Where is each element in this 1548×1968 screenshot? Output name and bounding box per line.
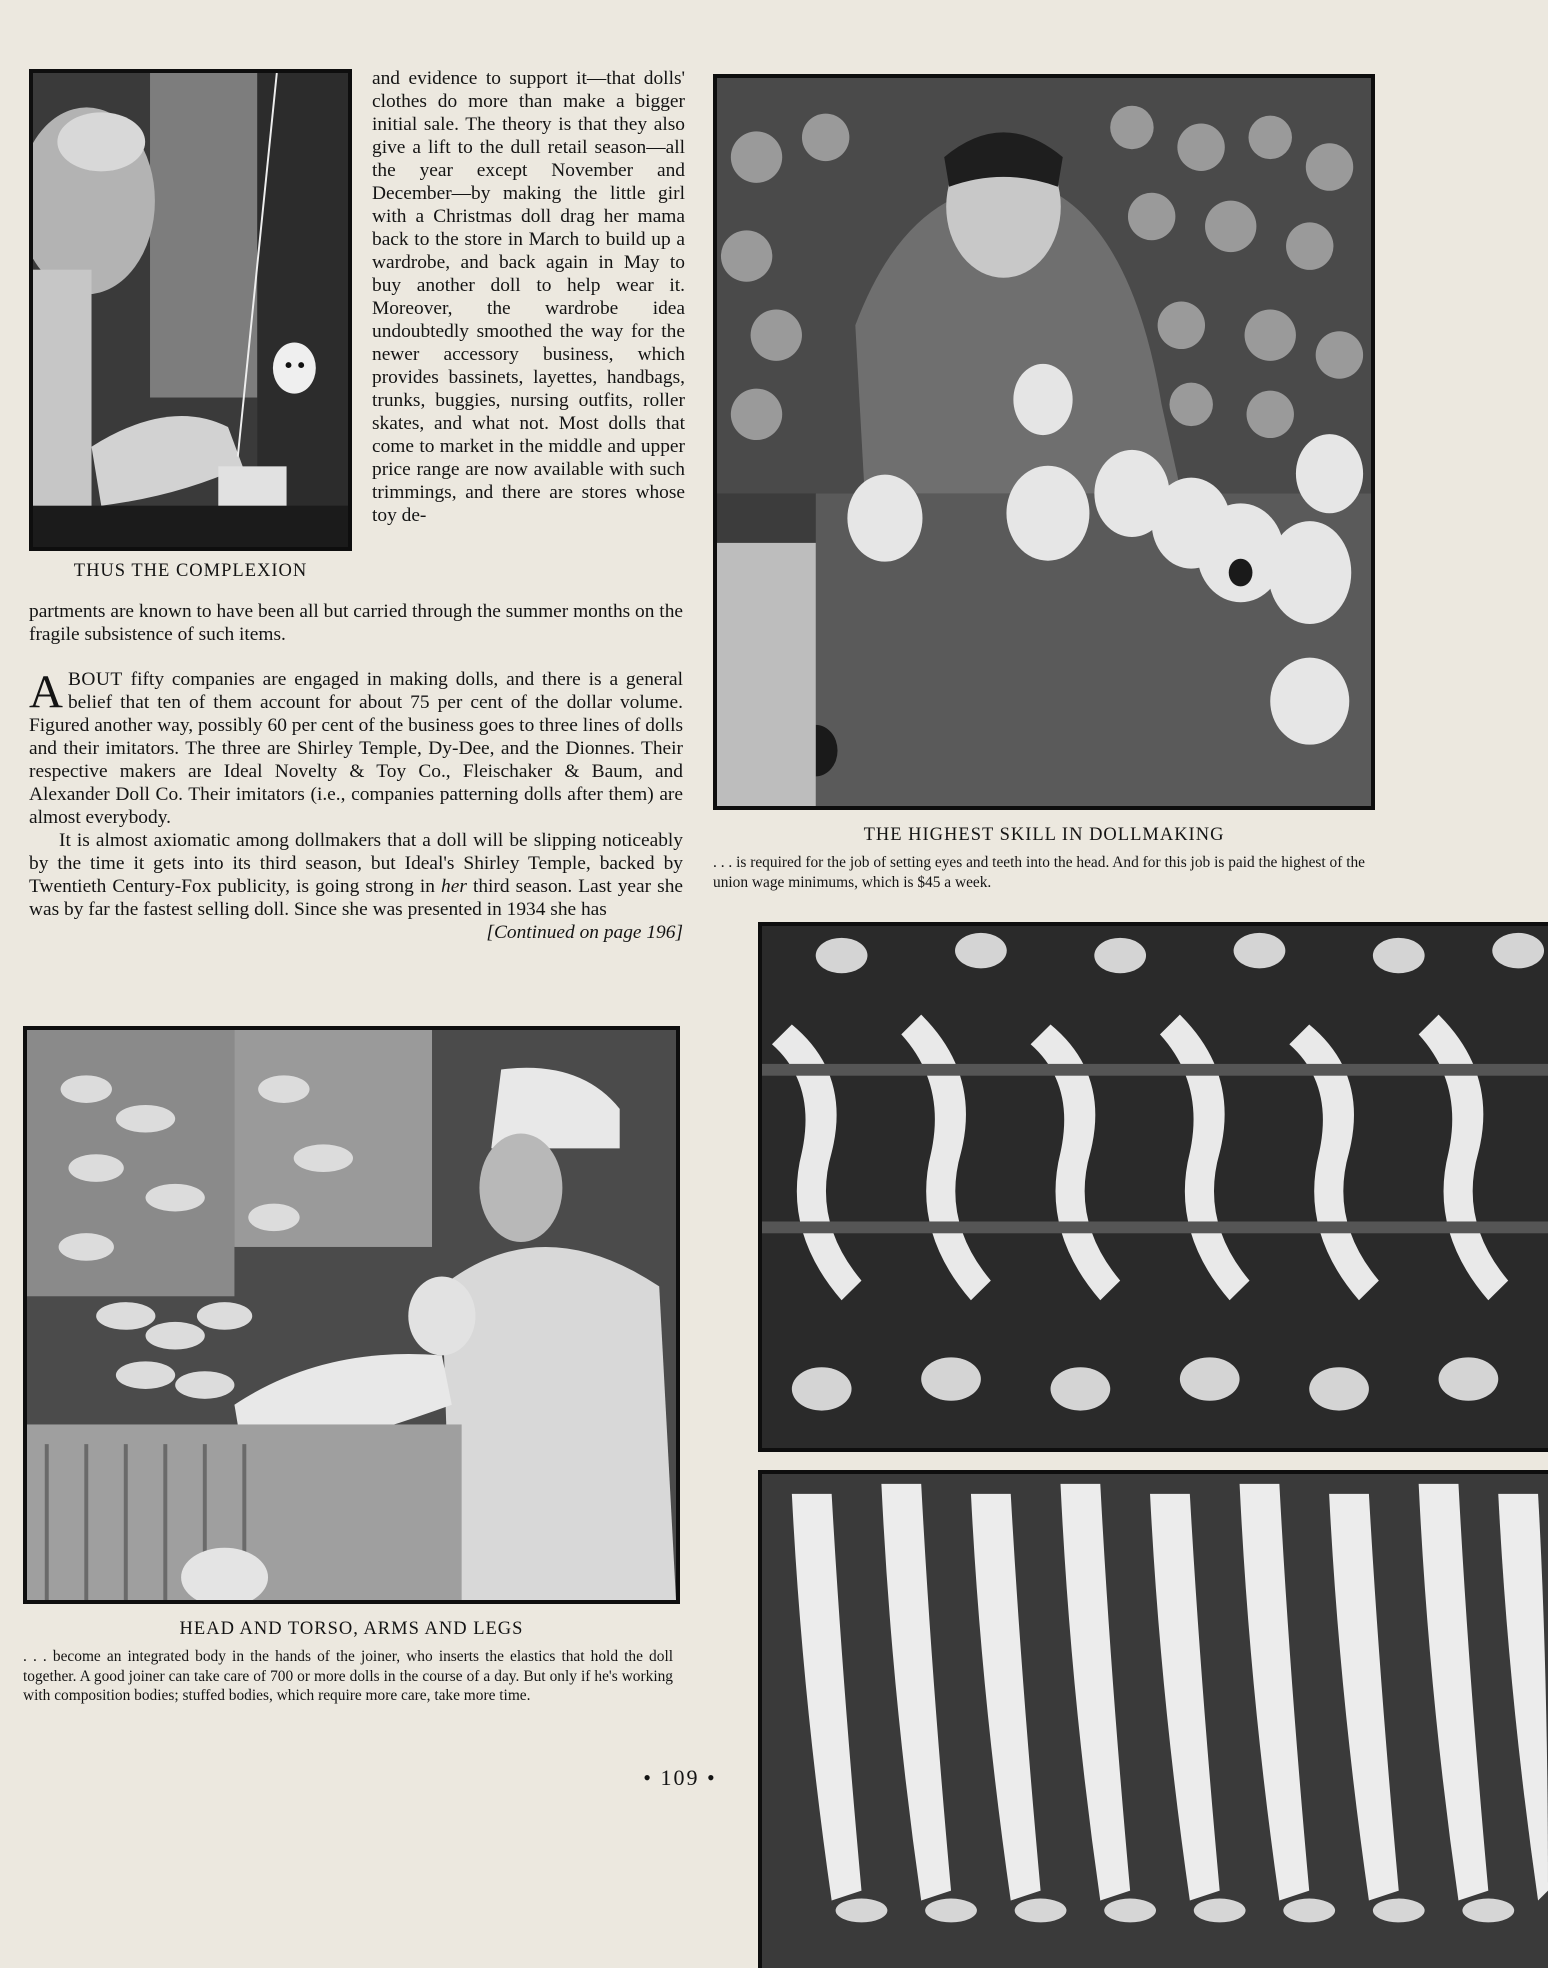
- caption-dollmaking-text: . . . is required for the job of setting eyes and teeth into the head. And for this job is paid the highest of the union wage minimums, which is $45 a week.: [713, 854, 1365, 891]
- article-column-1: [372, 67, 685, 527]
- photo-arms: [758, 922, 1548, 1452]
- drop-cap: A: [29, 666, 63, 718]
- small-caps-lead: BOUT: [67, 669, 123, 690]
- photo-painting-doll-face: [33, 73, 348, 547]
- article-paragraph-3-em: her: [441, 876, 467, 897]
- caption-joiner-text: . . . become an integrated body in the hands of the joiner, who inserts the elastics that hold the doll together. A good joiner can take care of 700 or more dolls in the course of a day. But only if he's working with composition bodies; stuffed bodies, which require more care, take more time.: [23, 1648, 673, 1704]
- caption-complexion-title: THUS THE COMPLEXION: [73, 561, 308, 581]
- page-number: • 109 •: [643, 1765, 717, 1790]
- photo-legs: [758, 1470, 1548, 1968]
- continued-bracket-close: ]: [675, 922, 683, 943]
- caption-joiner-title: HEAD AND TORSO, ARMS AND LEGS: [179, 1619, 524, 1639]
- article-paragraph-1-end: partments are known to have been all but carried through the summer months on the fragile subsistence of such items.: [29, 601, 683, 645]
- article-paragraph-2-text: fifty companies are engaged in making dolls, and there is a general belief that ten of them account for about 75 per cent of the dollar volume. Figured another way, possibly 60 per cent of the business goes to three lines of dolls and their imitators. The three are Shirley Temple, Dy-Dee, and the Dionnes. Their respective makers are Ideal Novelty & Toy Co., Fleischaker & Baum, and Alexander Doll Co. Their imitators (i.e., companies patterning dolls after them) are almost everybody.: [29, 669, 683, 828]
- continued-label[interactable]: Continued on page 196: [493, 922, 676, 943]
- photo-complexion: [29, 69, 352, 551]
- photo-worker-setting-eyes: [717, 78, 1371, 806]
- article-paragraph-1: and evidence to support it—that dolls' clothes do more than make a bigger initial sale. The theory is that they also give a lift to the dull retail season—all the year except November and December—by making the little girl with a Christmas doll drag her mama back to the store in March to build up a wardrobe, and back again in May to buy another doll to help wear it. Moreover, the wardrobe idea undoubtedly smoothed the way for the newer accessory business, which provides bassinets, layettes, handbags, trunks, buggies, nursing outfits, roller skates, and what not. Most dolls that come to market in the middle and upper price range are now available with such trimmings, and there are stores whose toy de-: [372, 68, 685, 526]
- article-paragraph-3: [29, 829, 683, 921]
- article-paragraph-3-b: third season. Last year she was by far the fastest selling doll. Since she was presented in 1934 she has: [29, 876, 683, 920]
- photo-joiner-assembling-doll: [27, 1030, 676, 1600]
- article-column-1-full: [29, 600, 683, 646]
- photo-joiner: [23, 1026, 680, 1604]
- article-paragraph-3-a: It is almost axiomatic among dollmakers that a doll will be slipping noticeably by the time it gets into its third season, but Ideal's Shirley Temple, backed by Twentieth Century-Fox publicity, is going strong in: [29, 830, 683, 897]
- photo-rows-of-doll-legs: [762, 1474, 1548, 1968]
- article-body: [29, 668, 683, 944]
- article-paragraph-2: [29, 668, 683, 829]
- photo-dollmaking: [713, 74, 1375, 810]
- continued-bracket-open: [: [486, 922, 494, 943]
- photo-rows-of-doll-arms: [762, 926, 1548, 1448]
- caption-dollmaking-title: THE HIGHEST SKILL IN DOLLMAKING: [863, 825, 1225, 845]
- continued-note[interactable]: [29, 921, 683, 944]
